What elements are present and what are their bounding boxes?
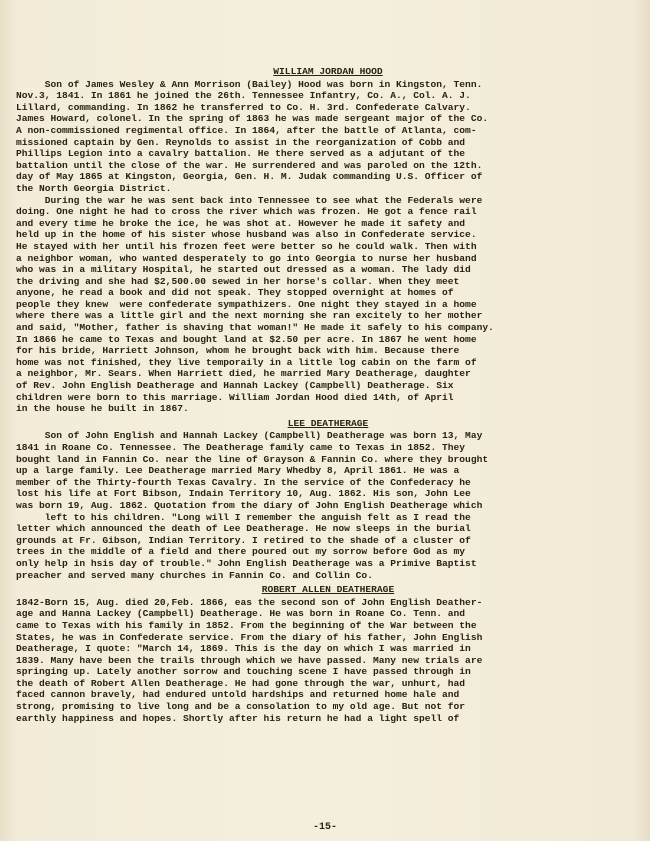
text-line: came to Texas with his family in 1852. From the beginning of the War between the (16, 619, 477, 631)
text-line: and every time he broke the ice, he was shot at. However he made it safety and (16, 217, 466, 229)
text-line: trees in the middle of a field and there poured out my sorrow before God as my (16, 546, 466, 558)
text-line: Son of John English and Hannah Lackey (Campbell) Deatherage was born 13, May (16, 430, 483, 442)
text-line: Lillard, commanding. In 1862 he transferred to Co. H. 3rd. Confederate Calvary. (16, 101, 471, 113)
text-line: earthly happiness and hopes. Shortly after his return he had a light spell of (16, 712, 460, 724)
text-line: left to his children. "Long will I remember the anguish felt as I read the (16, 511, 471, 523)
text-line: where there was a little girl and the next morning she ran excitely to her mother (16, 310, 483, 322)
section-title: LEE DEATHERAGE (287, 417, 369, 429)
text-line: States, he was in Confederate service. From the diary of his father, John English (16, 631, 483, 643)
text-line: and said, "Mother, father is shaving that woman!" He made it safely to his company. (16, 322, 494, 334)
text-line: children were born to this marriage. William Jordan Hood died 14th, of April (16, 391, 460, 403)
text-line: Phillips Legion into a cavalry battalion. He there served as a adjutant of the (16, 148, 466, 160)
text-line: 1842-Born 15, Aug. died 20,Feb. 1866, eas the second son of John English Deather- (16, 596, 483, 608)
typewritten-text (16, 66, 640, 724)
text-line: 1839. Many have been the trails through which we have passed. Many new trials are (16, 654, 483, 666)
text-line: of Rev. John English Deatherage and Hannah Lackey (Campbell) Deatherage. Six (16, 380, 454, 392)
text-line: was born 19, Aug. 1862. Quotation from the diary of John English Deatherage which (16, 499, 483, 511)
section-title: ROBERT ALLEN DEATHERAGE (261, 584, 395, 596)
page-number: -15- (312, 822, 337, 833)
text-line: held up in the home of his sister whose husband was also in Confederate service. (16, 229, 477, 241)
text-line: the driving and she had $2,500.00 sewed in her horse's collar. When they meet (16, 275, 460, 287)
text-line: springing up. Lately another sorrow and touching scene I have passed through in (16, 666, 471, 678)
text-line: 1841 in Roane Co. Tennessee. The Deatherage family came to Texas in 1852. They (16, 442, 466, 453)
text-line: bought land in Fannin Co. near the line of Grayson & Fannin Co. where they brought (16, 453, 489, 465)
text-line: missioned captain by Gen. Reynolds to assist in the reorganization of Cobb and (16, 136, 466, 148)
text-line: faced cannon bravely, had endured untold hardships and returned home hale and (16, 689, 460, 701)
text-line: the North Georgia District. (16, 182, 172, 194)
text-line: strong, promising to live long and be a consolation to my old age. But not for (16, 701, 466, 713)
text-line: During the war he was sent back into Tennessee to see what the Federals were (16, 194, 483, 206)
text-line: In 1866 he came to Texas and bought land at $2.50 per acre. In 1867 he went home (16, 333, 477, 345)
text-line: only help in hsis day of trouble." John English Deatherage was a Primive Baptist (16, 557, 477, 569)
text-line: up a large family. Lee Deatherage married Mary Whedby 8, April 1861. He was a (16, 465, 460, 477)
text-line: letter which announced the death of Lee Deatherage. He now sleeps in the burial (16, 523, 471, 535)
text-line: home was not finished, they live temporaily in a little log cabin on the farm of (16, 356, 477, 368)
text-line: Nov.3, 1841. In 1861 he joined the 26th. Tennessee Infantry, Co. A., Col. A. J. (16, 90, 471, 102)
text-line: day of May 1865 at Kingston, Georgia, Gen. H. M. Judak commanding U.S. Officer of (16, 171, 483, 183)
text-line: a neighbor woman, who wanted desperately to go into Georgia to nurse her husband (16, 252, 477, 264)
text-line: grounds at Fr. Gibson, Indian Territory. I retired to the shade of a cluster of (16, 534, 471, 546)
text-line: the death of Robert Allen Deatherage. He had gone through the war, unhurt, had (16, 677, 466, 689)
text-line: anyone, he read a book and did not speak. They stopped overnight at homes of (16, 287, 454, 299)
text-line: age and Hanna Lackey (Campbell) Deatherage. He was born in Roane Co. Tenn. and (16, 608, 466, 620)
text-line: He stayed with her until his frozen feet were better so he could walk. Then with (16, 240, 477, 252)
text-line: battalion until the close of the war. He surrendered and was paroled on the 12th. (16, 159, 483, 171)
text-line: for his bride, Harriett Johnson, whom he brought back with him. Because there (16, 345, 460, 357)
text-line: James Howard, colonel. In the spring of 1863 he was made sergeant major of the Co. (16, 113, 489, 125)
text-line: Deatherage, I quote: "March 14, 1869. This is the day on which I was married in (16, 643, 471, 655)
text-line: who was in a military Hospital, he started out dressed as a woman. The lady did (16, 264, 471, 276)
text-line: member of the Thirty-fourth Texas Cavalry. In the service of the Confederacy he (16, 476, 471, 488)
text-line: preacher and served many churches in Fannin Co. and Collin Co. (16, 569, 373, 581)
section-title: WILLIAM JORDAN HOOD (273, 66, 383, 77)
text-line: in the house he built in 1867. (16, 403, 189, 415)
text-line: Son of James Wesley & Ann Morrison (Bailey) Hood was born in Kingston, Tenn. (16, 78, 483, 90)
text-line: lost his life at Fort Bibson, Indain Territory 10, Aug. 1862. His son, John Lee (16, 488, 471, 500)
text-line: a neighbor, Mr. Sears. When Harriett died, he married Mary Deatherage, daughter (16, 368, 471, 380)
text-line: A non-commissioned regimental office. In 1864, after the battle of Atlanta, com- (16, 124, 477, 136)
text-line: doing. One night he had to cross the river which was frozen. He got a fence rail (16, 206, 477, 218)
text-line: people they knew were confederate sympathizers. One night they stayed in a home (16, 298, 477, 310)
